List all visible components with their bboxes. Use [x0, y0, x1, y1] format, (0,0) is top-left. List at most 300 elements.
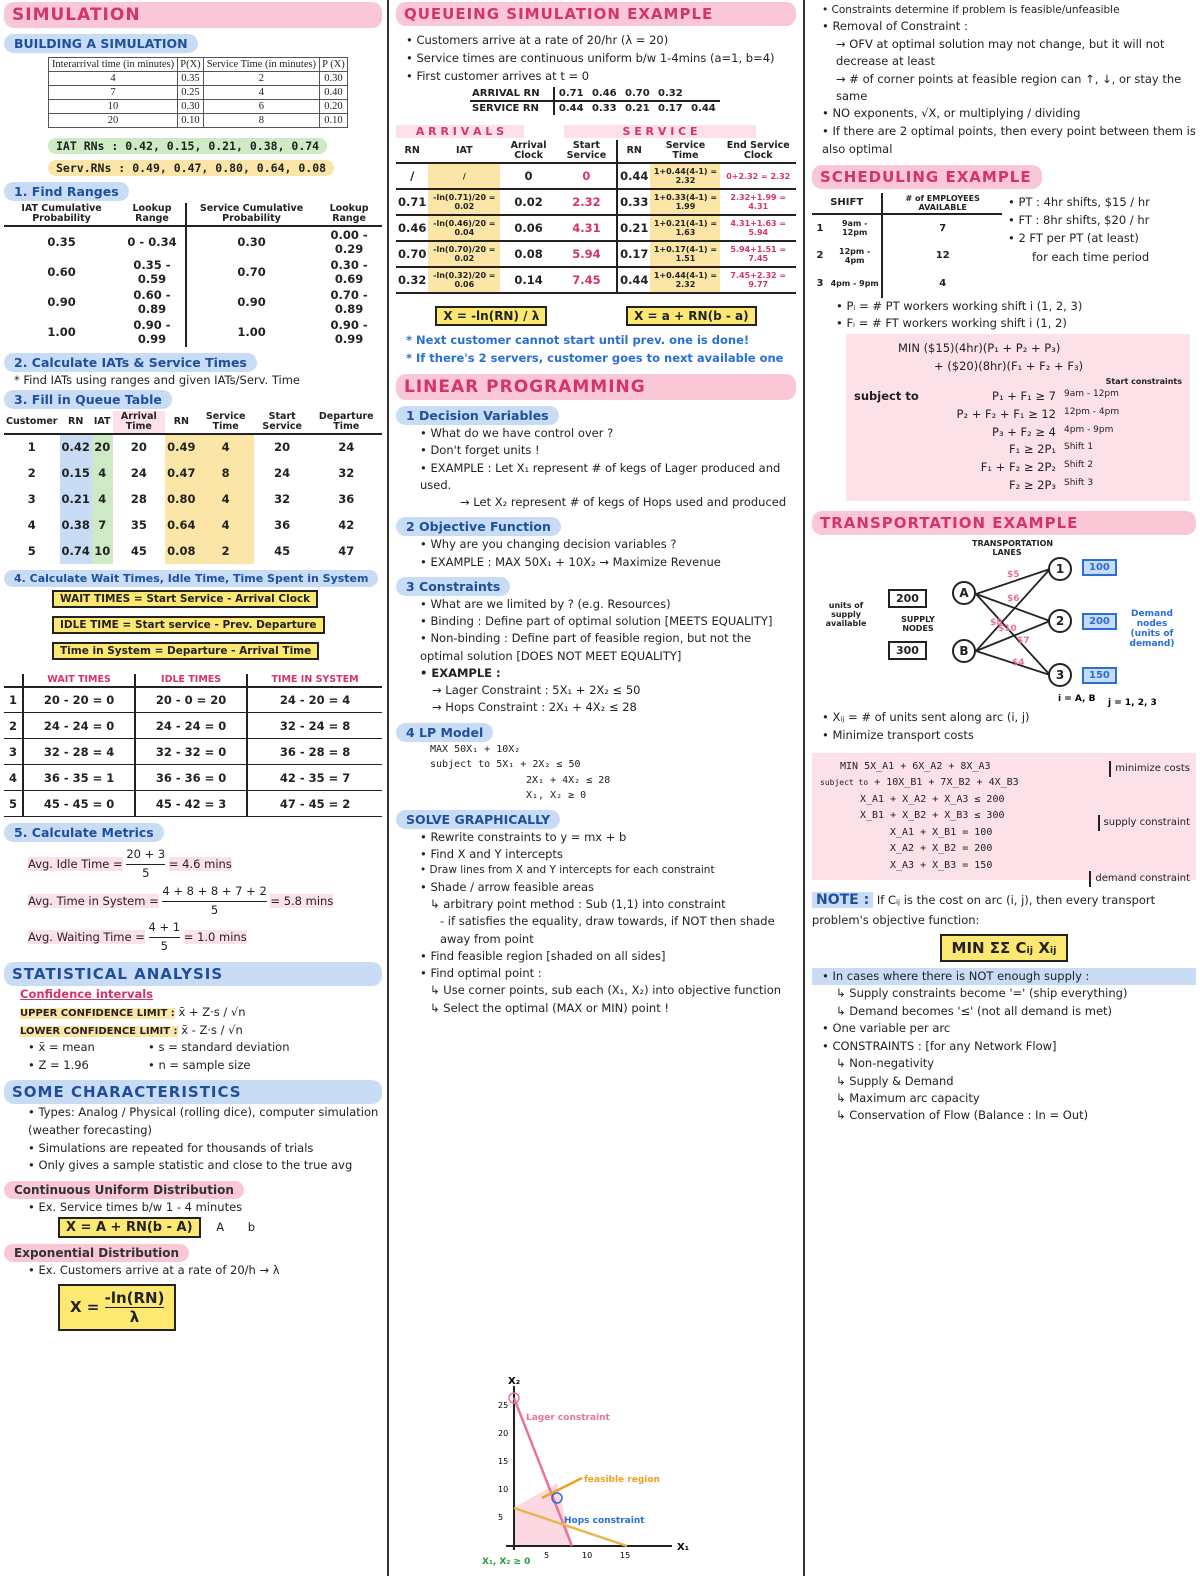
- metric-wait-den: 5: [160, 939, 168, 954]
- range-row-cell: 0.35: [47, 234, 76, 249]
- range-row-cell: 0.90: [237, 294, 266, 309]
- graph-lager-label: Lager constraint: [526, 1413, 610, 1423]
- note-exponents: • NO exponents, √X, or multiplying / dividing: [822, 106, 1081, 121]
- node-1: 1: [1048, 557, 1072, 581]
- metric-system-den: 5: [210, 902, 219, 917]
- y-tick-label: 15: [498, 1457, 509, 1466]
- note-ofv: → OFV at optimal solution may not change, but it will not decrease at least: [836, 37, 1165, 69]
- sim-titles: [396, 125, 796, 138]
- shift-employees: 7: [882, 214, 1002, 242]
- tm-obj1: MIN 5X_A1 + 6X_A2 + 8X_A3: [840, 760, 991, 772]
- calc-row-cell: 36 - 28 = 8: [279, 744, 351, 759]
- exp-example: • Ex. Customers arrive at a rate of 20/h → λ: [28, 1263, 280, 1278]
- fact-period: for each time period: [1032, 249, 1150, 264]
- queue-row-cell: 0.80: [165, 486, 197, 512]
- t-dnodes-label: Demand nodes (units of demand): [1129, 608, 1175, 649]
- queue-row-cell: 47: [338, 543, 355, 558]
- cud-formula: X = A + RN(b - A): [58, 1217, 201, 1238]
- section-title-stats: STATISTICAL ANALYSIS: [4, 962, 382, 986]
- arrivals-label: A R R I V A L S: [396, 125, 524, 138]
- lpm-nonneg: X₁, X₂ ≥ 0: [526, 790, 587, 801]
- sched-min1: MIN ($15)(4hr)(P₁ + P₂ + P₃): [898, 341, 1061, 356]
- ci-heading: Confidence intervals: [20, 987, 154, 1002]
- ct-2: • Binding : Define part of optimal solution [MEETS EQUALITY]: [420, 614, 773, 628]
- base-row-cell: 0.40: [319, 86, 347, 100]
- queue-row-cell: 0.15: [60, 460, 92, 486]
- queue-row-cell: 36: [338, 491, 355, 506]
- arrival-rn-label: ARRIVAL RN: [470, 87, 554, 101]
- range-row-cell: 0.90 - 0.99: [330, 317, 368, 346]
- calc-row: [4, 791, 382, 817]
- formula-idle: IDLE TIME = Start service - Prev. Departure: [52, 616, 325, 634]
- t-def: • Xᵢⱼ = # of units sent along arc (i, j): [822, 709, 1030, 724]
- bullet-n: • n = sample size: [148, 1057, 251, 1072]
- transport-model: [812, 753, 1196, 884]
- metric-wait-num: 4 + 1: [149, 919, 181, 938]
- y-tick-label: 20: [498, 1429, 509, 1438]
- dv-3: • EXAMPLE : Let X₁ represent # of kegs of Lager produced and used.: [420, 460, 781, 492]
- queue-row-cell: 45: [130, 543, 147, 558]
- metric-system-label: Avg. Time in System =: [28, 893, 159, 908]
- metric-wait-label: Avg. Waiting Time =: [28, 930, 145, 945]
- lcl-row: [4, 1022, 382, 1040]
- q-arrive: • Customers arrive at a rate of 20/hr (λ = 20): [406, 33, 669, 47]
- metric-wait-frac: [149, 919, 181, 956]
- queue-row-cell: 4: [198, 486, 254, 512]
- calc-row: [4, 687, 382, 713]
- metric-system: [4, 883, 382, 920]
- ucl-row: [4, 1004, 382, 1022]
- queue-row: [4, 460, 382, 486]
- note-feasible: • Constraints determine if problem is feasible/unfeasible: [822, 4, 1120, 16]
- subject-to: subject to: [854, 389, 919, 404]
- note-text: If Cᵢⱼ is the cost on arc (i, j), then every transport problem's objective function:: [812, 893, 1156, 927]
- sim-row-cell: 0.06: [514, 221, 543, 236]
- sched-constraint-row: [854, 459, 1182, 477]
- calc-row-cell: 32 - 32 = 0: [135, 739, 247, 765]
- calc-row-cell: 20 - 20 = 0: [23, 687, 135, 713]
- base-row-cell: 10: [49, 100, 178, 114]
- th-lookup2: Lookup Range: [316, 203, 382, 226]
- queue-row-cell: 32: [338, 465, 355, 480]
- range-row: [4, 317, 382, 347]
- sim-row-cell: 2.32: [557, 189, 617, 215]
- service-rn: 0.17: [658, 103, 683, 115]
- sim-row: [396, 267, 796, 293]
- sim-row-cell: 5.94: [557, 241, 617, 267]
- metric-system-num: 4 + 8 + 8 + 7 + 2: [162, 883, 266, 902]
- bracket-min: minimize costs: [1109, 761, 1190, 778]
- lpm-model: [396, 742, 796, 804]
- sg-3: • Draw lines from X and Y intercepts for each constraint: [420, 864, 715, 876]
- demand-3-box: 150: [1082, 667, 1117, 684]
- cud-a: A: [216, 1220, 225, 1235]
- sched-constraint-row: [854, 424, 1182, 442]
- dv-4: → Let X₂ represent # of kegs of Hops used and produced: [460, 495, 787, 509]
- formula-wait: WAIT TIMES = Start Service - Arrival Clock: [52, 590, 318, 608]
- range-row: [4, 257, 382, 287]
- queue-row-cell: 4: [92, 486, 113, 512]
- sched-block: [812, 193, 1196, 298]
- queue-row-cell: 8: [198, 460, 254, 486]
- sg-1: • Rewrite constraints to y = mx + b: [420, 829, 627, 844]
- queue-th: Arrival Time: [113, 411, 166, 434]
- sim-row-cell: 0.32: [398, 273, 427, 288]
- range-row-cell: 0.90 - 0.99: [119, 317, 186, 347]
- sim-row: [396, 163, 796, 189]
- lpm-c1: subject to 5X₁ + 2X₂ ≤ 50: [430, 759, 581, 770]
- sim-row: [396, 189, 796, 215]
- range-row-cell: 1.00: [47, 324, 76, 339]
- sim-row-cell: 0.14: [514, 273, 543, 288]
- tm-demand-1: X_A1 + X_B1 = 100: [890, 826, 993, 838]
- sched-constraint-period: 9am - 12pm: [1064, 389, 1119, 400]
- queue-row-cell: 28: [130, 491, 147, 506]
- service-label: S E R V I C E: [564, 125, 756, 138]
- char-sample: • Only gives a sample statistic and close to the true avg: [28, 1158, 353, 1173]
- step4-heading: 4. Calculate Wait Times, Idle Time, Time Spent in System: [4, 570, 378, 587]
- lcl-formula: x̄ - Z·s / √n: [181, 1022, 243, 1037]
- x-tick-label: 5: [544, 1551, 550, 1560]
- queue-th: RN: [165, 411, 197, 434]
- formula-uniform: X = a + RN(b - a): [626, 306, 756, 326]
- arc-cost-label: $6: [1007, 593, 1020, 604]
- serv-rns-values: 0.49, 0.47, 0.80, 0.64, 0.08: [132, 161, 327, 176]
- range-row-cell: 0.60 - 0.89: [119, 287, 186, 317]
- exp-heading: Exponential Distribution: [4, 1244, 189, 1262]
- note-formula: MIN ΣΣ Cᵢⱼ Xᵢⱼ: [940, 934, 1069, 962]
- ranges-table: [4, 203, 382, 347]
- ct-4: • EXAMPLE :: [420, 665, 501, 680]
- sim-row-cell: 0: [557, 163, 617, 189]
- sg-10: ↳ Select the optimal (MAX or MIN) point !: [430, 1000, 669, 1015]
- arc-cost-label: $8: [990, 617, 1003, 628]
- queue-row-cell: 35: [130, 517, 147, 532]
- extra-5: • CONSTRAINTS : [for any Network Flow]: [822, 1038, 1057, 1053]
- calc-row-cell: 36 - 36 = 0: [135, 765, 247, 791]
- dv-2: • Don't forget units !: [420, 443, 540, 458]
- note-block: [812, 890, 1196, 930]
- node-a: A: [952, 581, 976, 605]
- demand-2-box: 200: [1082, 613, 1117, 630]
- range-row-cell: 0.70: [237, 264, 266, 279]
- final-formulas: [396, 306, 796, 326]
- cud-b: b: [247, 1220, 256, 1235]
- transport-network: [812, 539, 1196, 709]
- lpm-heading: 4 LP Model: [396, 723, 493, 742]
- calc-row-cell: 45 - 42 = 3: [135, 791, 247, 817]
- cud-formula-row: [4, 1217, 382, 1238]
- formula-exp-iat: X = -ln(RN) / λ: [435, 306, 547, 326]
- char-repeated: • Simulations are repeated for thousands of trials: [28, 1140, 314, 1155]
- queue-row-cell: 5: [27, 543, 36, 558]
- queue-th: IAT: [92, 411, 113, 434]
- sim-row-cell: 1+0.21(4-1) = 1.63: [650, 215, 720, 241]
- metric-idle-label: Avg. Idle Time =: [28, 856, 123, 871]
- start-constraints: Start constraints: [1105, 376, 1182, 386]
- sim-row-cell: 0.44: [620, 273, 649, 288]
- calc-row-cell: 4: [4, 765, 23, 791]
- queue-th: Departure Time: [311, 411, 382, 434]
- graph-hops-label: Hops constraint: [564, 1516, 645, 1526]
- calc-row: [4, 765, 382, 791]
- ct-1: • What are we limited by ? (e.g. Resources): [420, 596, 671, 611]
- sim-row-cell: 0.70: [398, 247, 427, 262]
- sim-th: RN: [396, 140, 428, 163]
- queue-row-cell: 0.21: [60, 486, 92, 512]
- cud-example: • Ex. Service times b/w 1 - 4 minutes: [28, 1200, 243, 1215]
- th-service: Service Time (in minutes): [203, 58, 319, 72]
- sched-constraint-row: [854, 477, 1182, 495]
- ucl-formula: x̄ + Z·s / √n: [178, 1004, 246, 1019]
- ct-6: → Hops Constraint : 2X₁ + 4X₂ ≤ 28: [432, 700, 637, 715]
- extra-4: • One variable per arc: [822, 1020, 951, 1035]
- iat-rns-values: 0.42, 0.15, 0.21, 0.38, 0.74: [125, 139, 320, 154]
- note-servers: * If there's 2 servers, customer goes to next available one: [406, 351, 784, 366]
- section-title-transport: TRANSPORTATION EXAMPLE: [812, 511, 1196, 535]
- sg-7: • Find feasible region [shaded on all sides]: [420, 948, 666, 963]
- sg-2: • Find X and Y intercepts: [420, 846, 563, 861]
- calc-table: [4, 674, 382, 817]
- node-2: 2: [1048, 609, 1072, 633]
- service-rn-label: SERVICE RN: [470, 101, 554, 115]
- queue-row: [4, 486, 382, 512]
- shift-row: [812, 214, 1002, 242]
- shift-time: 9am - 12pm: [841, 219, 868, 238]
- sched-constraint-period: Shift 2: [1064, 460, 1094, 471]
- queue-row-cell: 1: [27, 440, 36, 455]
- node-3: 3: [1048, 663, 1072, 687]
- section-title-characteristics: SOME CHARACTERISTICS: [4, 1080, 382, 1104]
- queue-row-cell: 32: [274, 491, 291, 506]
- section-title-scheduling: SCHEDULING EXAMPLE: [812, 165, 1042, 189]
- sim-row-cell: 7.45+2.32 = 9.77: [730, 271, 787, 290]
- calc-row-cell: 45 - 45 = 0: [23, 791, 135, 817]
- tm-demand-3: X_A3 + X_B3 = 150: [890, 859, 993, 871]
- node-b: B: [952, 639, 976, 663]
- th-iat: Interarrival time (in minutes): [49, 58, 178, 72]
- queue-row-cell: 4: [198, 512, 254, 538]
- range-row-cell: 0.90: [47, 294, 76, 309]
- base-row: [49, 86, 348, 100]
- range-row: [4, 226, 382, 257]
- sim-row-cell: 0.44: [620, 169, 649, 184]
- t-minimize: • Minimize transport costs: [822, 727, 974, 742]
- th-time-sys: TIME IN SYSTEM: [247, 674, 382, 687]
- queue-row-cell: 0.47: [165, 460, 197, 486]
- calc-row-cell: 20 - 0 = 20: [135, 687, 247, 713]
- queue-row-cell: 20: [92, 434, 113, 460]
- tm-supply-b: X_B1 + X_B2 + X_B3 ≤ 300: [860, 810, 1005, 822]
- arc-cost-label: $5: [1007, 569, 1020, 580]
- base-row-cell: 7: [49, 86, 178, 100]
- range-row-cell: 0.60: [47, 264, 76, 279]
- th-employees: # of EMPLOYEES AVAILABLE: [882, 193, 1002, 214]
- th-wait: WAIT TIMES: [23, 674, 135, 687]
- graph-x1-label: X₁: [677, 1542, 690, 1553]
- sched-constraint-period: 4pm - 9pm: [1064, 424, 1114, 435]
- range-row-cell: 0.00 - 0.29: [330, 227, 368, 256]
- calc-row-cell: 47 - 45 = 2: [279, 796, 351, 811]
- range-row-cell: 0.35 - 0.59: [119, 257, 186, 287]
- sg-5: ↳ arbitrary point method : Sub (1,1) into constraint: [430, 897, 726, 911]
- arrival-rn: 0.32: [658, 88, 683, 100]
- metric-idle-result: = 4.6 mins: [168, 856, 232, 871]
- extra-6: ↳ Non-negativity: [836, 1056, 935, 1071]
- base-row-cell: 6: [203, 100, 319, 114]
- service-rn: 0.44: [691, 103, 716, 115]
- queue-row-cell: 7: [92, 512, 113, 538]
- shift-number: 2: [816, 250, 824, 262]
- note-two-optimal: • If there are 2 optimal points, then every point between them is also optimal: [822, 123, 1196, 156]
- graph-x2-label: X₂: [508, 1376, 521, 1387]
- sim-th: RN: [617, 140, 650, 163]
- extra-1: • In cases where there is NOT enough supply :: [812, 968, 1196, 986]
- arc-cost-label: $4: [1012, 657, 1025, 668]
- t-snodes-label: SUPPLY NODES: [901, 614, 935, 633]
- base-row-cell: 0.30: [178, 100, 204, 114]
- calc-row: [4, 739, 382, 765]
- extra-7: ↳ Supply & Demand: [836, 1073, 954, 1088]
- section-title-queueing: QUEUEING SIMULATION EXAMPLE: [396, 2, 796, 26]
- note-next: * Next customer cannot start until prev. one is done!: [406, 333, 750, 348]
- ct-5: → Lager Constraint : 5X₁ + 2X₂ ≤ 50: [432, 683, 641, 697]
- column-queueing-lp: [392, 0, 800, 1576]
- arrival-rn: 0.46: [591, 88, 617, 100]
- sim-row: [396, 215, 796, 241]
- graph-origin-label: X₁, X₂ ≥ 0: [482, 1557, 531, 1567]
- range-row-cell: 1.00: [237, 324, 266, 339]
- th-serv-cum: Service Cumulative Probability: [186, 203, 316, 226]
- queue-th: Customer: [4, 411, 60, 434]
- t-units-label: units of supply available: [825, 600, 867, 628]
- th-blank: [4, 674, 23, 687]
- extra-8: ↳ Maximum arc capacity: [836, 1090, 980, 1105]
- queue-table: [4, 411, 382, 564]
- t-lanes-label: TRANSPORTATION LANES: [972, 538, 1054, 557]
- bullet-mean: • x̄ = mean: [28, 1040, 95, 1055]
- q-first: • First customer arrives at t = 0: [406, 68, 590, 83]
- formula-system: Time in System = Departure - Arrival Time: [52, 642, 319, 660]
- calc-row: [4, 713, 382, 739]
- base-row: [49, 72, 348, 86]
- step2-heading: 2. Calculate IATs & Service Times: [4, 353, 257, 372]
- queue-row-cell: 24: [130, 465, 147, 480]
- th-idle: IDLE TIMES: [135, 674, 247, 687]
- demand-1-box: 100: [1082, 559, 1117, 576]
- sim-row-cell: 0.46: [398, 221, 427, 236]
- sched-constraint-row: [854, 441, 1182, 459]
- shift-employees: 12: [882, 242, 1002, 270]
- sg-8: • Find optimal point :: [420, 966, 542, 980]
- cud-heading: Continuous Uniform Distribution: [4, 1181, 244, 1199]
- exp-formula: [58, 1284, 176, 1331]
- bracket-demand: demand constraint: [1089, 871, 1190, 888]
- calc-row-cell: 24 - 20 = 4: [279, 692, 351, 707]
- th-shift: SHIFT: [830, 197, 864, 209]
- sim-row-cell: 0.71: [398, 195, 427, 210]
- queue-row-cell: 36: [274, 517, 291, 532]
- sim-row-cell: 0.08: [514, 247, 543, 262]
- metric-system-result: = 5.8 mins: [270, 893, 334, 908]
- sim-row-cell: 4.31: [557, 215, 617, 241]
- exp-formula-row: [4, 1284, 382, 1331]
- service-rn: 0.33: [591, 103, 617, 115]
- range-row-cell: 0.70 - 0.89: [330, 287, 368, 316]
- sim-th: Start Service: [557, 140, 617, 163]
- sim-th: Arrival Clock: [500, 140, 557, 163]
- base-row-cell: 0.25: [178, 86, 204, 100]
- calc-row-cell: 42 - 35 = 7: [279, 770, 351, 785]
- arc-cost-label: $7: [1017, 635, 1030, 646]
- note-corner: → # of corner points at feasible region can ↑, ↓, or stay the same: [836, 71, 1182, 103]
- metric-system-frac: [162, 883, 266, 920]
- exp-num: -ln(RN): [104, 1288, 165, 1307]
- sim-row-cell: 0.02: [514, 195, 543, 210]
- sim-row-cell: 1+0.44(4-1) = 2.32: [650, 267, 720, 293]
- sim-row-cell: 4.31+1.63 = 5.94: [730, 219, 787, 238]
- metric-wait-result: = 1.0 mins: [183, 930, 247, 945]
- queue-row-cell: 4: [198, 434, 254, 460]
- th-px1: P(X): [178, 58, 204, 72]
- sim-row-cell: 0.33: [620, 195, 649, 210]
- serv-rns-label: Serv.RNs :: [56, 161, 126, 176]
- base-row-cell: 0.10: [319, 114, 347, 128]
- sim-row-cell: 1+0.44(4-1) = 2.32: [650, 163, 720, 189]
- base-row-cell: 0.30: [319, 72, 347, 86]
- queue-th: RN: [60, 411, 92, 434]
- calc-row-cell: 36 - 35 = 1: [23, 765, 135, 791]
- iat-rns-label: IAT RNs :: [56, 139, 119, 154]
- sched-constraint-period: Shift 1: [1064, 442, 1094, 453]
- arrival-rn: 0.71: [558, 88, 584, 100]
- queue-row-cell: 0.74: [60, 538, 92, 564]
- shift-row: [812, 242, 1002, 270]
- base-row: [49, 100, 348, 114]
- sim-row-cell: -ln(0.70)/20 = 0.02: [428, 241, 500, 267]
- queue-row-cell: 2: [27, 465, 36, 480]
- metric-idle-frac: [126, 846, 165, 883]
- step1-heading: 1. Find Ranges: [4, 182, 129, 201]
- base-probability-table: [48, 57, 348, 128]
- sim-row-cell: 2.32+1.99 = 4.31: [730, 193, 787, 212]
- sim-th: Service Time: [650, 140, 720, 163]
- heading-building: BUILDING A SIMULATION: [4, 34, 198, 53]
- sim-table: [396, 140, 796, 294]
- sg-9: ↳ Use corner points, sub each (X₁, X₂) into objective function: [430, 983, 782, 998]
- shift-table: [812, 193, 1002, 298]
- section-title-lp: LINEAR PROGRAMMING: [396, 374, 796, 400]
- queue-th: Start Service: [254, 411, 311, 434]
- metric-idle-num: 20 + 3: [126, 846, 165, 865]
- sim-th: End Service Clock: [720, 140, 796, 163]
- t-j-label: j = 1, 2, 3: [1108, 697, 1157, 708]
- calc-row-cell: 3: [4, 739, 23, 765]
- queue-row-cell: 10: [92, 538, 113, 564]
- fact-pt: • PT : 4hr shifts, $15 / hr: [1008, 194, 1150, 209]
- base-row-cell: 0.20: [319, 100, 347, 114]
- metric-idle: [4, 846, 382, 883]
- queue-row: [4, 512, 382, 538]
- feasible-region: [514, 1483, 572, 1546]
- base-row-cell: 0.10: [178, 114, 204, 128]
- range-row-cell: 0 - 0.34: [119, 226, 186, 257]
- column-lp-notes-scheduling-transport: [808, 0, 1200, 1576]
- queue-row-cell: 4: [27, 517, 36, 532]
- sim-row-cell: 0: [524, 169, 533, 184]
- tm-demand-2: X_A2 + X_B2 = 200: [890, 843, 993, 855]
- service-rn: 0.21: [625, 103, 650, 115]
